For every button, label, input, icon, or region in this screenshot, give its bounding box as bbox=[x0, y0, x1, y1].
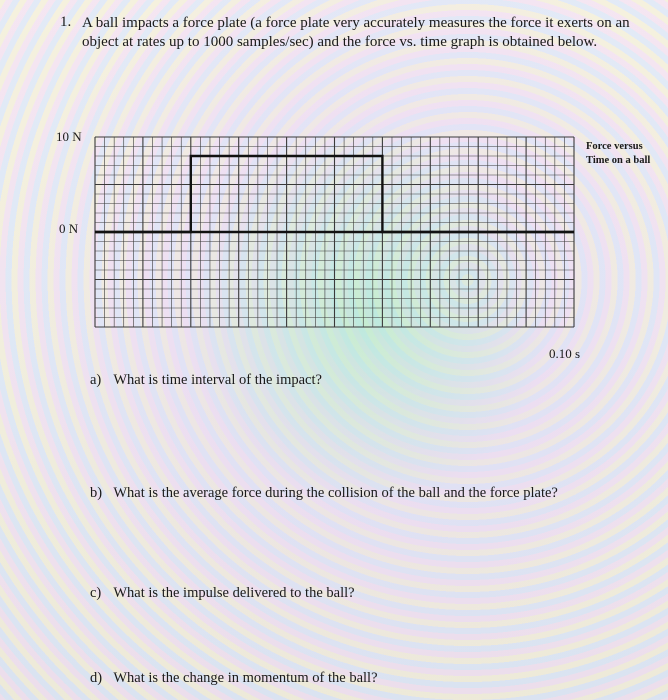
part-c bbox=[90, 585, 355, 602]
part-a-text: What is time interval of the impact? bbox=[113, 372, 322, 388]
part-d bbox=[90, 670, 378, 687]
part-a-letter: a) bbox=[90, 372, 102, 388]
part-c-letter: c) bbox=[90, 585, 102, 601]
y-label-0n: 0 N bbox=[59, 221, 79, 236]
part-c-text: What is the impulse delivered to the ball? bbox=[113, 585, 355, 601]
part-a bbox=[90, 372, 322, 389]
part-b bbox=[90, 485, 558, 502]
y-label-10n: 10 N bbox=[56, 129, 82, 144]
question-number: 1. bbox=[60, 14, 72, 30]
part-d-letter: d) bbox=[90, 670, 103, 686]
part-b-letter: b) bbox=[90, 485, 103, 501]
part-d-text: What is the change in momentum of the ball? bbox=[113, 670, 378, 686]
graph-caption: Force versus Time on a ball bbox=[586, 141, 651, 166]
question-text: A ball impacts a force plate (a force plate very accurately measures the force it exerts on an object at rates up to 1000 samples/sec) and the force vs. time graph is obtained below. bbox=[82, 15, 630, 50]
part-b-text: What is the average force during the collision of the ball and the force plate? bbox=[113, 485, 558, 501]
x-label-end-time: 0.10 s bbox=[549, 346, 581, 361]
